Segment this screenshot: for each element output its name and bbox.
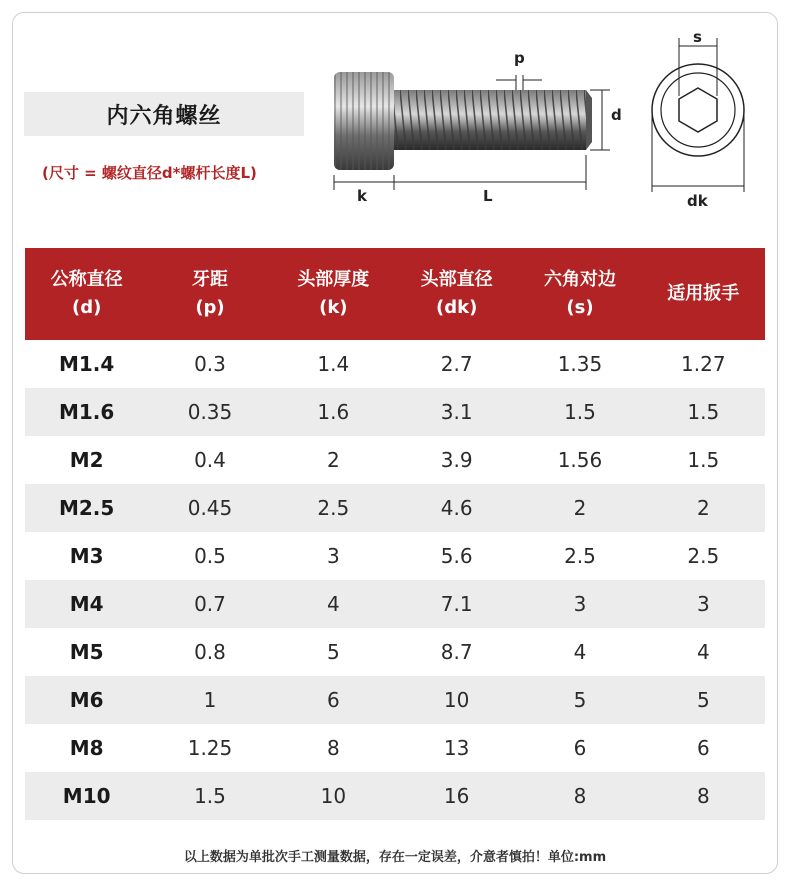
dim-d-label: d — [611, 106, 622, 124]
table-row — [25, 580, 765, 628]
table-cell: 5 — [573, 688, 587, 712]
header-label: 头部厚度 — [297, 269, 370, 290]
table-cell: M2.5 — [58, 496, 115, 520]
size-formula-note: (尺寸 = 螺纹直径d*螺杆长度L) — [42, 164, 257, 182]
table-cell: 8 — [326, 736, 340, 760]
table-cell: 4 — [326, 592, 340, 616]
table-cell: M1.4 — [58, 352, 115, 376]
table-cell: 1.35 — [557, 352, 603, 376]
table-cell: 3 — [326, 544, 340, 568]
spec-table — [25, 248, 765, 820]
table-cell: 1.6 — [317, 400, 350, 424]
table-row — [25, 724, 765, 772]
table-cell: 10 — [443, 688, 470, 712]
table-cell: 1.25 — [187, 736, 233, 760]
dim-dk-label: dk — [687, 192, 708, 210]
table-row — [25, 388, 765, 436]
table-cell: 1.5 — [687, 400, 720, 424]
table-cell: 0.5 — [194, 544, 226, 568]
table-cell: 3 — [696, 592, 710, 616]
table-cell: 4.6 — [440, 496, 473, 520]
screw-thread-side — [394, 90, 592, 150]
table-cell: 0.8 — [194, 640, 226, 664]
table-header — [25, 248, 765, 340]
table-cell: 1.5 — [564, 400, 596, 424]
table-cell: 2.5 — [317, 496, 350, 520]
table-cell: M6 — [69, 688, 104, 712]
table-cell: M2 — [69, 448, 104, 472]
table-cell: M4 — [69, 592, 104, 616]
table-cell: 6 — [696, 736, 710, 760]
screw-head-top-view — [652, 64, 744, 156]
table-cell: 0.7 — [194, 592, 226, 616]
header-symbol: (p) — [195, 297, 225, 318]
table-row — [25, 772, 765, 820]
table-cell: 0.35 — [187, 400, 233, 424]
table-cell: M8 — [69, 736, 104, 760]
table-cell: 4 — [573, 640, 587, 664]
table-cell: 5 — [326, 640, 340, 664]
header-symbol: (k) — [319, 297, 348, 318]
table-cell: 6 — [326, 688, 340, 712]
table-cell: 1.4 — [317, 352, 350, 376]
header-symbol: (d) — [71, 297, 102, 318]
header-label: 牙距 — [191, 269, 228, 290]
table-cell: 2 — [696, 496, 710, 520]
table-cell: 6 — [573, 736, 587, 760]
table-cell: 2.5 — [564, 544, 596, 568]
dim-s-label: s — [693, 30, 702, 46]
header-label: 公称直径 — [50, 269, 123, 290]
header-label: 适用扳手 — [667, 283, 740, 304]
table-cell: 2.7 — [440, 352, 473, 376]
screw-dimension-diagram — [320, 30, 760, 220]
table-header-cell — [395, 248, 518, 340]
table-cell: M5 — [69, 640, 104, 664]
table-cell: 2 — [326, 448, 340, 472]
table-row — [25, 676, 765, 724]
table-cell: 5 — [696, 688, 710, 712]
table-cell: 2.5 — [687, 544, 720, 568]
table-cell: 3.9 — [440, 448, 473, 472]
table-cell: 1.5 — [687, 448, 720, 472]
table-cell: 1.56 — [557, 448, 603, 472]
header-symbol: (s) — [566, 297, 594, 318]
table-row — [25, 532, 765, 580]
table-cell: 10 — [320, 784, 347, 808]
table-body — [25, 340, 765, 820]
table-cell: M1.6 — [58, 400, 115, 424]
table-header-cell — [25, 248, 148, 340]
table-row — [25, 436, 765, 484]
screw-head-side — [334, 72, 394, 170]
table-cell: 5.6 — [440, 544, 473, 568]
dim-L-label: L — [483, 187, 493, 205]
table-cell: 0.4 — [194, 448, 226, 472]
table-cell: 3 — [573, 592, 587, 616]
table-row — [25, 340, 765, 388]
table-cell: 0.3 — [194, 352, 226, 376]
table-cell: 1.27 — [681, 352, 726, 376]
table-row — [25, 628, 765, 676]
table-cell: 0.45 — [187, 496, 233, 520]
table-header-cell — [518, 248, 641, 340]
table-cell: 2 — [573, 496, 587, 520]
table-cell: 4 — [696, 640, 710, 664]
table-cell: 7.1 — [440, 592, 473, 616]
dim-p-label: p — [514, 49, 525, 67]
dim-k-label: k — [357, 187, 367, 205]
table-cell: M3 — [69, 544, 104, 568]
page-title: 内六角螺丝 — [24, 92, 304, 136]
table-cell: 8 — [696, 784, 710, 808]
table-header-cell — [642, 248, 765, 340]
table-cell: 16 — [443, 784, 470, 808]
header-label: 六角对边 — [543, 269, 616, 290]
header-symbol: (dk) — [435, 297, 478, 318]
table-cell: 3.1 — [440, 400, 473, 424]
header-label: 头部直径 — [420, 269, 493, 290]
table-cell: 8.7 — [440, 640, 473, 664]
table-cell: M10 — [62, 784, 111, 808]
table-row — [25, 484, 765, 532]
table-cell: 8 — [573, 784, 587, 808]
table-header-cell — [272, 248, 395, 340]
table-cell: 13 — [443, 736, 470, 760]
table-header-cell — [148, 248, 271, 340]
table-cell: 1 — [203, 688, 217, 712]
measurement-disclaimer: 以上数据为单批次手工测量数据，存在一定误差，介意者慎拍！单位:mm — [183, 850, 607, 865]
table-cell: 1.5 — [194, 784, 226, 808]
